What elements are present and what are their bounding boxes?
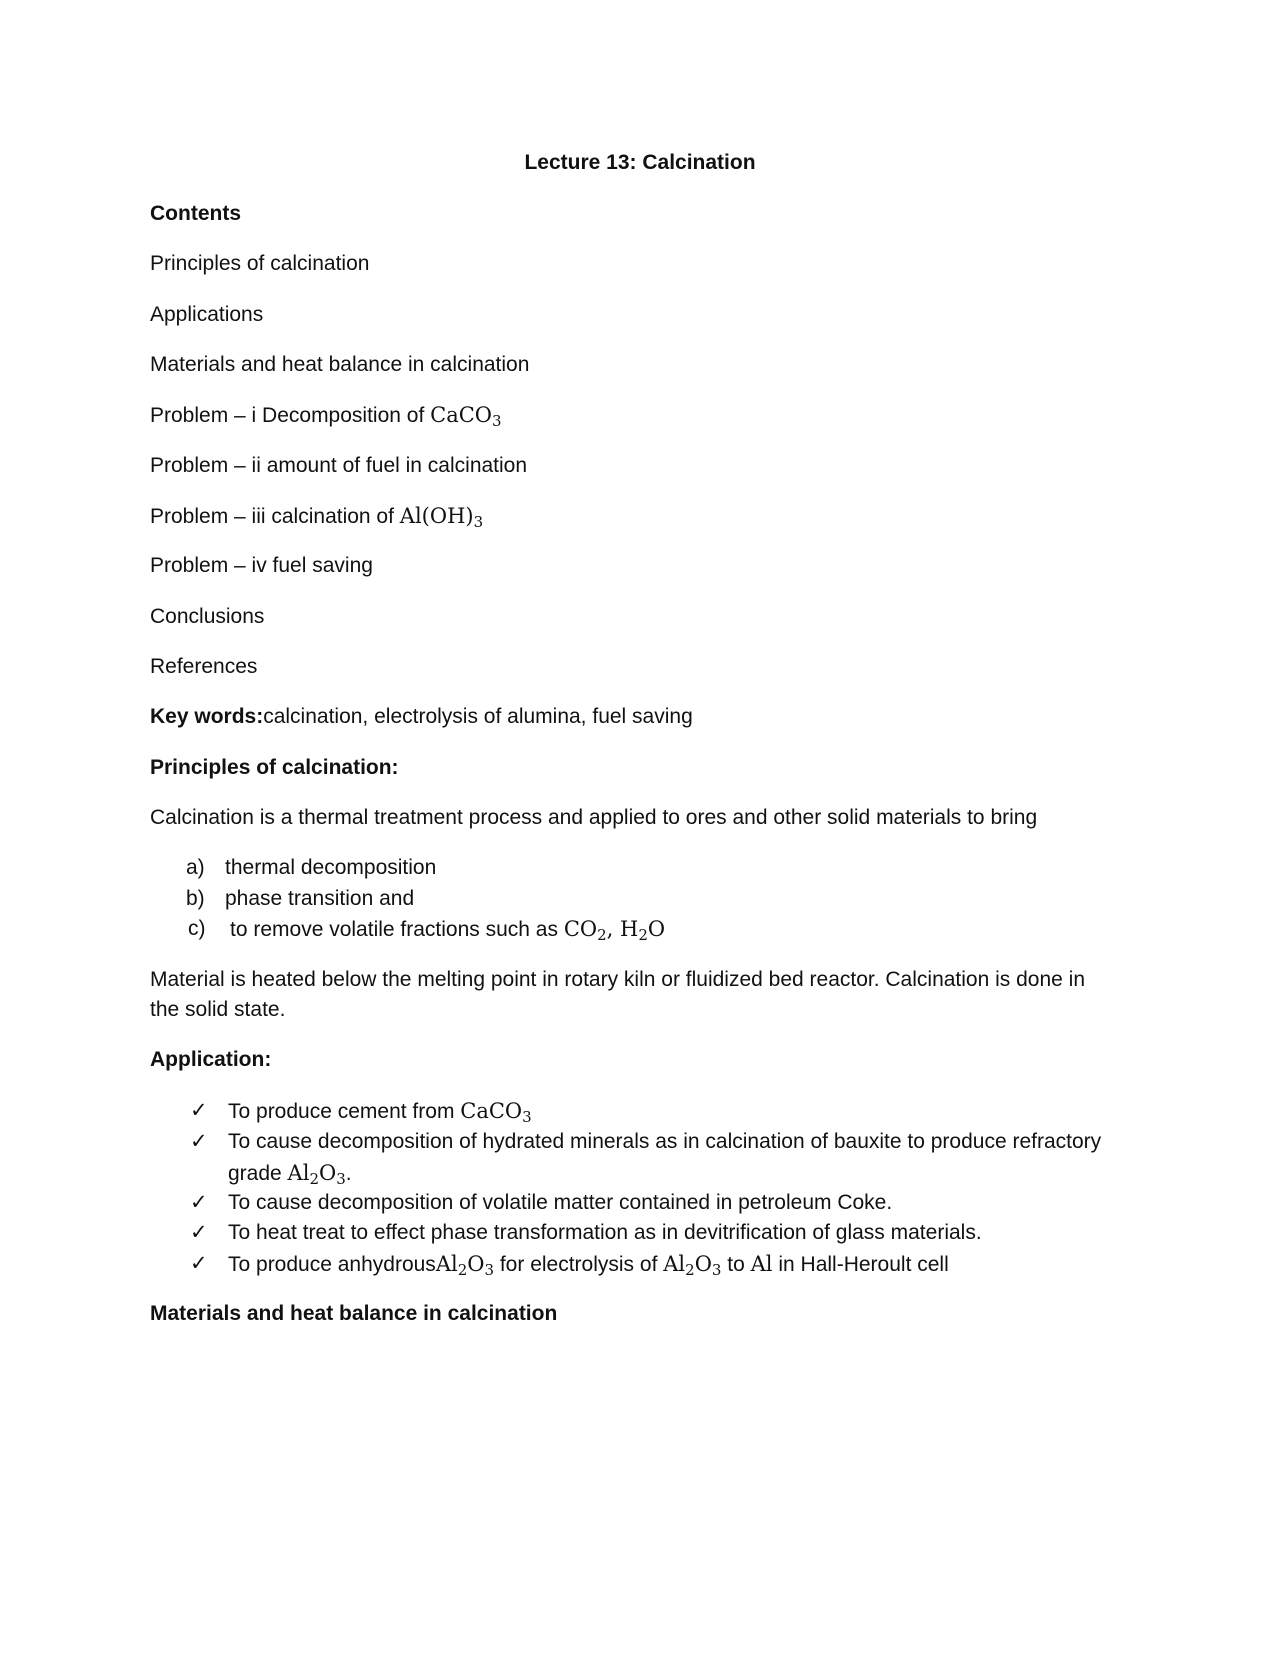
principles-heading: Principles of calcination: (150, 756, 399, 779)
check-icon: ✓ (190, 1191, 208, 1214)
list-text-prefix: To produce cement from (228, 1100, 461, 1123)
check-icon: ✓ (190, 1099, 208, 1122)
formula-subscript: 2 (457, 1261, 468, 1279)
formula-subscript: 3 (711, 1261, 722, 1279)
list-text-to: to (721, 1253, 751, 1276)
contents-heading: Contents (150, 202, 241, 225)
list-marker: a) (186, 856, 205, 879)
principles-para-line-2: the solid state. (150, 998, 286, 1021)
formula-base: Al(OH) (399, 504, 474, 528)
keywords-text: calcination, electrolysis of alumina, fuel saving (263, 705, 693, 728)
principles-intro: Calcination is a thermal treatment process and applied to ores and other solid materials to bring (150, 806, 1038, 829)
formula-base: CO (563, 917, 598, 941)
formula-base: Al (287, 1161, 310, 1185)
problem-iii-text: Problem – iii calcination of (150, 505, 400, 528)
co2-formula (563, 917, 607, 944)
formula-base: CaCO (430, 403, 493, 427)
formula-subscript: 3 (473, 513, 484, 531)
formula-base: Al (663, 1252, 686, 1276)
formula-subscript: 2 (685, 1261, 695, 1279)
formula-end: O (647, 917, 666, 941)
keywords-line (150, 704, 693, 730)
contents-item-references: References (150, 655, 258, 678)
list-text: To heat treat to effect phase transformation as in devitrification of glass materials. (228, 1221, 982, 1244)
contents-item-problem-i (150, 402, 502, 429)
page-title: Lecture 13: Calcination (524, 151, 756, 174)
list-text (230, 916, 665, 943)
formula-base: O (467, 1252, 485, 1276)
list-text: To cause decomposition of volatile matter contained in petroleum Coke. (228, 1191, 893, 1214)
list-text-end: in Hall-Heroult cell (772, 1253, 949, 1276)
contents-item-problem-iv: Problem – iv fuel saving (150, 554, 373, 577)
application-heading: Application: (150, 1048, 272, 1071)
formula-subscript: 2 (638, 926, 648, 944)
contents-item-problem-ii: Problem – ii amount of fuel in calcination (150, 454, 528, 477)
list-text-middle: for electrolysis of (494, 1253, 664, 1276)
caco3-formula (430, 403, 502, 430)
list-text (228, 1098, 532, 1125)
formula-base: H (620, 917, 639, 941)
formula-subscript: 3 (336, 1170, 346, 1188)
list-marker: b) (186, 887, 205, 910)
formula-base: O (318, 1161, 337, 1185)
check-icon: ✓ (190, 1130, 208, 1153)
list-text-end: . (345, 1162, 352, 1185)
list-text: To cause decomposition of hydrated minerals as in calcination of bauxite to produce refractory (228, 1130, 1102, 1153)
formula-separator: , (606, 917, 621, 941)
materials-heading: Materials and heat balance in calcination (150, 1302, 558, 1325)
formula-subscript: 3 (492, 412, 502, 430)
formula-base: Al (435, 1252, 458, 1276)
formula-base: O (694, 1252, 712, 1276)
list-text-prefix: grade (228, 1162, 288, 1185)
formula-subscript: 3 (484, 1261, 495, 1279)
list-text: thermal decomposition (225, 856, 437, 879)
list-text (228, 1160, 352, 1187)
aloh3-formula (399, 504, 484, 531)
list-text (228, 1251, 949, 1278)
formula-subscript: 2 (597, 926, 607, 944)
h2o-formula (620, 917, 666, 944)
contents-item-materials: Materials and heat balance in calcination (150, 353, 530, 376)
caco3-formula (460, 1099, 532, 1126)
check-icon: ✓ (190, 1252, 208, 1275)
al2o3-formula (435, 1252, 495, 1279)
formula-subscript: 2 (309, 1170, 319, 1188)
list-marker: c) (188, 917, 206, 940)
list-text-prefix: to remove volatile fractions such as (230, 918, 564, 941)
al-formula: Al (750, 1252, 773, 1276)
list-text-prefix: To produce anhydrous (228, 1253, 436, 1276)
al2o3-formula (287, 1161, 346, 1188)
contents-item-problem-iii (150, 503, 483, 530)
contents-item-conclusions: Conclusions (150, 605, 265, 628)
principles-para-line-1: Material is heated below the melting point in rotary kiln or fluidized bed reactor. Calcination is done in (150, 968, 1086, 991)
formula-base: CaCO (460, 1099, 523, 1123)
check-icon: ✓ (190, 1221, 208, 1244)
formula-subscript: 3 (522, 1108, 532, 1126)
list-text: phase transition and (225, 887, 415, 910)
contents-item-applications: Applications (150, 303, 264, 326)
contents-item-principles: Principles of calcination (150, 252, 370, 275)
al2o3-formula (663, 1252, 722, 1279)
keywords-label: Key words: (150, 705, 264, 728)
problem-i-text: Problem – i Decomposition of (150, 404, 431, 427)
